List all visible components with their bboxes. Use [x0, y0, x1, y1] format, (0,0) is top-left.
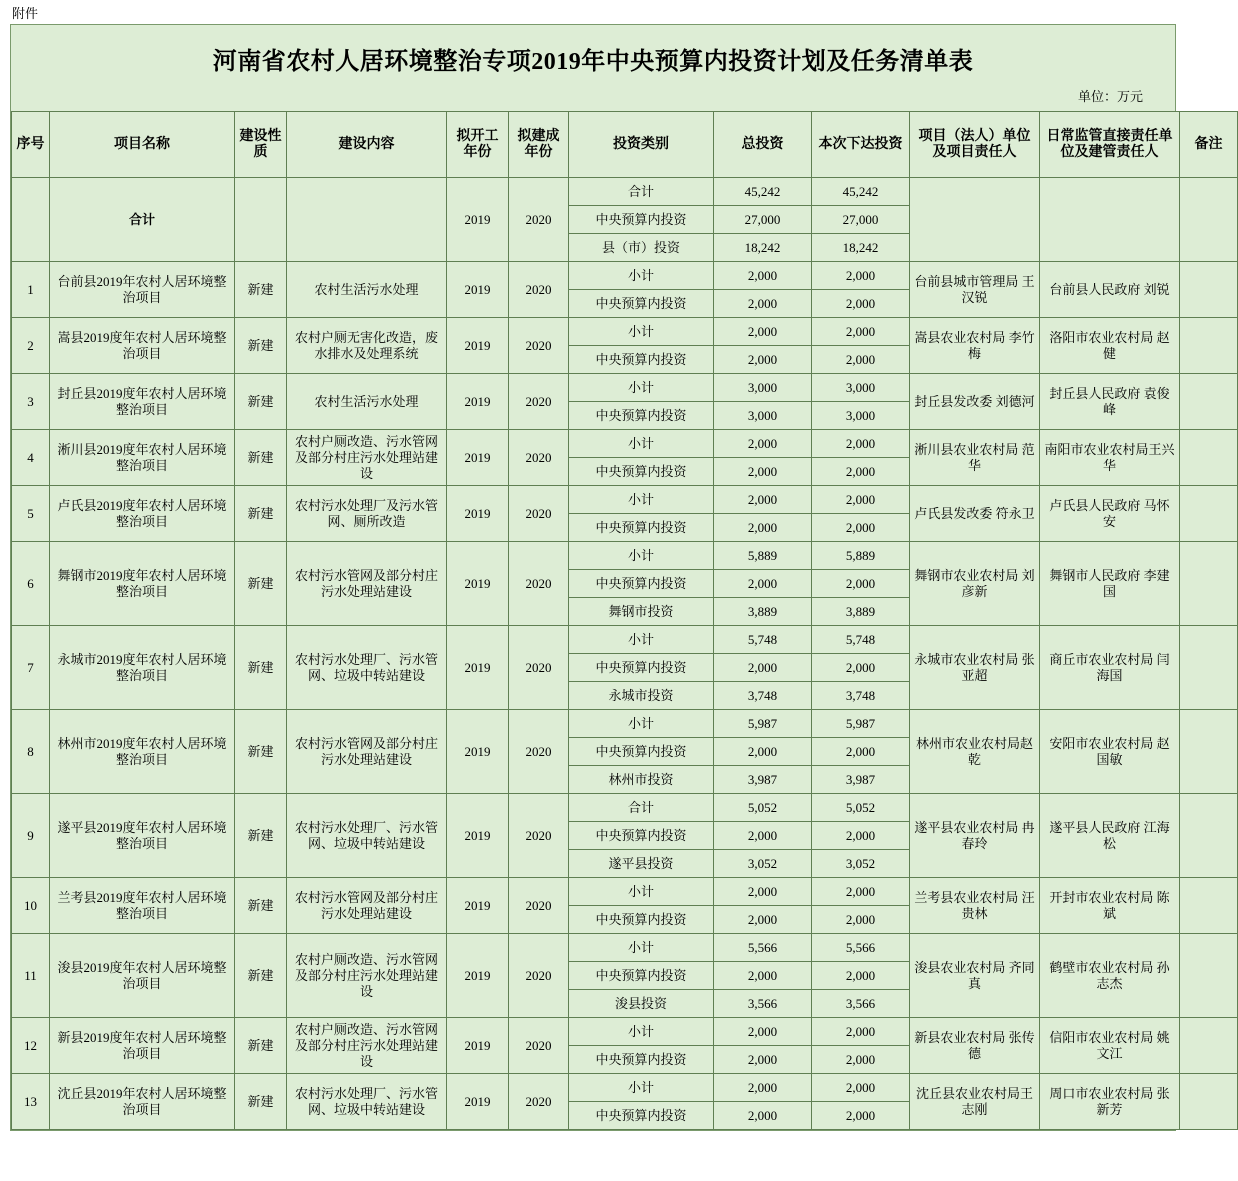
- col-remark: 备注: [1180, 112, 1238, 178]
- cell-supervisor-unit: 鹤壁市农业农村局 孙志杰: [1040, 934, 1180, 1018]
- cell-investment-category: 合计: [569, 178, 714, 206]
- col-start-year: 拟开工年份: [447, 112, 509, 178]
- cell-investment-category: 中央预算内投资: [569, 738, 714, 766]
- cell-this-investment: 2,000: [812, 346, 910, 374]
- cell-start-year: 2019: [447, 710, 509, 794]
- table-row: [12, 710, 1238, 738]
- cell-build-content: 农村污水处理厂及污水管网、厕所改造: [287, 486, 447, 542]
- cell-start-year: 2019: [447, 794, 509, 878]
- cell-project-unit: 舞钢市农业农村局 刘彦新: [910, 542, 1040, 626]
- cell-seq: 6: [12, 542, 50, 626]
- cell-this-investment: 18,242: [812, 234, 910, 262]
- cell-investment-category: 中央预算内投资: [569, 1046, 714, 1074]
- cell-remark: [1180, 794, 1238, 878]
- cell-build-content: 农村生活污水处理: [287, 374, 447, 430]
- cell-build-content: 农村户厕无害化改造，废水排水及处理系统: [287, 318, 447, 374]
- table-header-row: [12, 112, 1238, 178]
- cell-seq: 12: [12, 1018, 50, 1074]
- cell-remark: [1180, 710, 1238, 794]
- cell-project-unit: 兰考县农业农村局 汪贵林: [910, 878, 1040, 934]
- cell-project-unit: 浚县农业农村局 齐同真: [910, 934, 1040, 1018]
- table-row: [12, 374, 1238, 402]
- cell-seq: 9: [12, 794, 50, 878]
- cell-start-year: 2019: [447, 318, 509, 374]
- cell-project-name: 卢氏县2019度年农村人居环境整治项目: [50, 486, 235, 542]
- cell-build-content: 农村污水处理厂、污水管网、垃圾中转站建设: [287, 626, 447, 710]
- cell-total-investment: 2,000: [714, 458, 812, 486]
- col-build-content: 建设内容: [287, 112, 447, 178]
- cell-investment-category: 中央预算内投资: [569, 570, 714, 598]
- cell-remark: [1180, 626, 1238, 710]
- cell-project-unit: 封丘县发改委 刘德河: [910, 374, 1040, 430]
- cell-this-investment: 2,000: [812, 1046, 910, 1074]
- cell-investment-category: 浚县投资: [569, 990, 714, 1018]
- cell-end-year: 2020: [509, 878, 569, 934]
- cell-end-year: 2020: [509, 486, 569, 542]
- cell-this-investment: 2,000: [812, 962, 910, 990]
- cell-investment-category: 小计: [569, 934, 714, 962]
- cell-investment-category: 中央预算内投资: [569, 1102, 714, 1130]
- cell-investment-category: 中央预算内投资: [569, 514, 714, 542]
- table-row: [12, 486, 1238, 514]
- cell-remark: [1180, 934, 1238, 1018]
- cell-this-investment: 2,000: [812, 738, 910, 766]
- cell-investment-category: 中央预算内投资: [569, 402, 714, 430]
- cell-this-investment: 2,000: [812, 262, 910, 290]
- table-row: [12, 626, 1238, 654]
- cell-total-investment: 2,000: [714, 570, 812, 598]
- cell-project-unit: 遂平县农业农村局 冉春玲: [910, 794, 1040, 878]
- cell-total-investment: 5,987: [714, 710, 812, 738]
- cell-total-investment: 2,000: [714, 962, 812, 990]
- cell-remark: [1180, 318, 1238, 374]
- cell-total-investment: 3,889: [714, 598, 812, 626]
- cell-this-investment: 27,000: [812, 206, 910, 234]
- cell-seq: 4: [12, 430, 50, 486]
- cell-total-investment: 2,000: [714, 290, 812, 318]
- cell-this-investment: 2,000: [812, 486, 910, 514]
- cell-total-investment: 2,000: [714, 654, 812, 682]
- cell-this-investment: 5,052: [812, 794, 910, 822]
- cell-end-year: 2020: [509, 1074, 569, 1130]
- cell-start-year: 2019: [447, 934, 509, 1018]
- col-project-unit: 项目（法人）单位及项目责任人: [910, 112, 1040, 178]
- cell-this-investment: 3,000: [812, 374, 910, 402]
- cell-supervisor-unit: 舞钢市人民政府 李建国: [1040, 542, 1180, 626]
- cell-investment-category: 遂平县投资: [569, 850, 714, 878]
- cell-start-year: 2019: [447, 542, 509, 626]
- cell-start-year: 2019: [447, 878, 509, 934]
- table-body: [12, 178, 1238, 1130]
- cell-start-year: 2019: [447, 1018, 509, 1074]
- cell-investment-category: 中央预算内投资: [569, 962, 714, 990]
- cell-investment-category: 小计: [569, 542, 714, 570]
- cell-this-investment: 3,566: [812, 990, 910, 1018]
- col-this-investment: 本次下达投资: [812, 112, 910, 178]
- cell-investment-category: 小计: [569, 262, 714, 290]
- cell-total-investment: 2,000: [714, 430, 812, 458]
- cell-investment-category: 中央预算内投资: [569, 290, 714, 318]
- cell-total-investment: 18,242: [714, 234, 812, 262]
- cell-this-investment: 2,000: [812, 570, 910, 598]
- cell-end-year: 2020: [509, 934, 569, 1018]
- cell-total-investment: 5,566: [714, 934, 812, 962]
- cell-remark: [1180, 878, 1238, 934]
- cell-seq: 7: [12, 626, 50, 710]
- cell-project-name: 遂平县2019度年农村人居环境整治项目: [50, 794, 235, 878]
- cell-project-name: 舞钢市2019度年农村人居环境整治项目: [50, 542, 235, 626]
- cell-build-type: 新建: [235, 262, 287, 318]
- cell-build-type: [235, 178, 287, 262]
- cell-this-investment: 5,987: [812, 710, 910, 738]
- cell-total-investment: 2,000: [714, 1018, 812, 1046]
- cell-investment-category: 中央预算内投资: [569, 458, 714, 486]
- cell-seq: 5: [12, 486, 50, 542]
- cell-seq: 10: [12, 878, 50, 934]
- cell-project-unit: 淅川县农业农村局 范华: [910, 430, 1040, 486]
- col-investment-category: 投资类别: [569, 112, 714, 178]
- cell-investment-category: 合计: [569, 794, 714, 822]
- cell-project-unit: 林州市农业农村局赵乾: [910, 710, 1040, 794]
- cell-start-year: 2019: [447, 486, 509, 542]
- cell-start-year: 2019: [447, 374, 509, 430]
- cell-build-content: 农村户厕改造、污水管网及部分村庄污水处理站建设: [287, 1018, 447, 1074]
- cell-build-type: 新建: [235, 486, 287, 542]
- table-row: [12, 262, 1238, 290]
- cell-seq: 1: [12, 262, 50, 318]
- cell-total-investment: 2,000: [714, 878, 812, 906]
- cell-supervisor-unit: 卢氏县人民政府 马怀安: [1040, 486, 1180, 542]
- table-row: [12, 794, 1238, 822]
- cell-end-year: 2020: [509, 626, 569, 710]
- cell-supervisor-unit: 信阳市农业农村局 姚文江: [1040, 1018, 1180, 1074]
- unit-note: 单位：万元: [1077, 89, 1143, 104]
- cell-seq: 11: [12, 934, 50, 1018]
- cell-total-investment: 2,000: [714, 738, 812, 766]
- cell-this-investment: 5,889: [812, 542, 910, 570]
- cell-build-content: 农村生活污水处理: [287, 262, 447, 318]
- table-row: [12, 1074, 1238, 1102]
- cell-this-investment: 2,000: [812, 458, 910, 486]
- cell-build-content: [287, 178, 447, 262]
- cell-total-investment: 3,566: [714, 990, 812, 1018]
- cell-start-year: 2019: [447, 1074, 509, 1130]
- cell-end-year: 2020: [509, 794, 569, 878]
- cell-build-type: 新建: [235, 794, 287, 878]
- investment-plan-table: [11, 111, 1238, 1130]
- cell-supervisor-unit: 周口市农业农村局 张新芳: [1040, 1074, 1180, 1130]
- cell-investment-category: 小计: [569, 710, 714, 738]
- cell-total-investment: 27,000: [714, 206, 812, 234]
- cell-this-investment: 45,242: [812, 178, 910, 206]
- cell-supervisor-unit: 商丘市农业农村局 闫海国: [1040, 626, 1180, 710]
- cell-investment-category: 小计: [569, 318, 714, 346]
- cell-start-year: 2019: [447, 430, 509, 486]
- cell-this-investment: 2,000: [812, 878, 910, 906]
- cell-start-year: 2019: [447, 262, 509, 318]
- cell-project-name: 兰考县2019度年农村人居环境整治项目: [50, 878, 235, 934]
- cell-investment-category: 县（市）投资: [569, 234, 714, 262]
- table-row: [12, 542, 1238, 570]
- cell-investment-category: 中央预算内投资: [569, 206, 714, 234]
- cell-this-investment: 2,000: [812, 1018, 910, 1046]
- cell-total-investment: 3,748: [714, 682, 812, 710]
- cell-end-year: 2020: [509, 1018, 569, 1074]
- cell-build-type: 新建: [235, 710, 287, 794]
- cell-total-investment: 2,000: [714, 486, 812, 514]
- cell-total-investment: 2,000: [714, 822, 812, 850]
- document-body: [10, 24, 1223, 1131]
- cell-build-type: 新建: [235, 1074, 287, 1130]
- cell-remark: [1180, 486, 1238, 542]
- cell-this-investment: 5,566: [812, 934, 910, 962]
- cell-build-type: 新建: [235, 878, 287, 934]
- cell-build-type: 新建: [235, 374, 287, 430]
- cell-project-name: 淅川县2019度年农村人居环境整治项目: [50, 430, 235, 486]
- cell-this-investment: 2,000: [812, 1102, 910, 1130]
- cell-end-year: 2020: [509, 178, 569, 262]
- cell-supervisor-unit: 洛阳市农业农村局 赵健: [1040, 318, 1180, 374]
- cell-total-investment: 5,889: [714, 542, 812, 570]
- cell-remark: [1180, 1018, 1238, 1074]
- cell-investment-category: 中央预算内投资: [569, 654, 714, 682]
- cell-this-investment: 3,000: [812, 402, 910, 430]
- cell-total-investment: 2,000: [714, 514, 812, 542]
- cell-build-type: 新建: [235, 318, 287, 374]
- table-row: [12, 178, 1238, 206]
- col-end-year: 拟建成年份: [509, 112, 569, 178]
- cell-investment-category: 永城市投资: [569, 682, 714, 710]
- cell-project-name: 林州市2019度年农村人居环境整治项目: [50, 710, 235, 794]
- cell-remark: [1180, 374, 1238, 430]
- table-row: [12, 1018, 1238, 1046]
- cell-investment-category: 小计: [569, 1074, 714, 1102]
- cell-total-investment: 2,000: [714, 1046, 812, 1074]
- cell-build-type: 新建: [235, 430, 287, 486]
- cell-start-year: 2019: [447, 178, 509, 262]
- cell-project-unit: 卢氏县发改委 符永卫: [910, 486, 1040, 542]
- cell-project-name: 永城市2019度年农村人居环境整治项目: [50, 626, 235, 710]
- cell-total-investment: 5,748: [714, 626, 812, 654]
- cell-this-investment: 3,052: [812, 850, 910, 878]
- cell-end-year: 2020: [509, 262, 569, 318]
- cell-project-name: 沈丘县2019年农村人居环境整治项目: [50, 1074, 235, 1130]
- cell-project-unit: 嵩县农业农村局 李竹梅: [910, 318, 1040, 374]
- cell-this-investment: 3,889: [812, 598, 910, 626]
- cell-total-investment: 2,000: [714, 1074, 812, 1102]
- cell-supervisor-unit: 遂平县人民政府 江海松: [1040, 794, 1180, 878]
- cell-total-investment: 3,000: [714, 402, 812, 430]
- cell-this-investment: 2,000: [812, 822, 910, 850]
- table-row: [12, 430, 1238, 458]
- cell-end-year: 2020: [509, 374, 569, 430]
- cell-remark: [1180, 262, 1238, 318]
- cell-investment-category: 小计: [569, 878, 714, 906]
- cell-this-investment: 3,987: [812, 766, 910, 794]
- cell-supervisor-unit: 台前县人民政府 刘锐: [1040, 262, 1180, 318]
- cell-seq: [12, 178, 50, 262]
- cell-end-year: 2020: [509, 430, 569, 486]
- cell-total-investment: 2,000: [714, 906, 812, 934]
- col-supervisor-unit: 日常监管直接责任单位及建管责任人: [1040, 112, 1180, 178]
- cell-investment-category: 中央预算内投资: [569, 346, 714, 374]
- cell-remark: [1180, 430, 1238, 486]
- cell-build-type: 新建: [235, 1018, 287, 1074]
- cell-supervisor-unit: [1040, 178, 1180, 262]
- page-title: 河南省农村人居环境整治专项2019年中央预算内投资计划及任务清单表: [212, 49, 974, 75]
- cell-total-investment: 3,052: [714, 850, 812, 878]
- cell-project-name: 合计: [50, 178, 235, 262]
- cell-build-content: 农村污水管网及部分村庄污水处理站建设: [287, 710, 447, 794]
- col-build-type: 建设性质: [235, 112, 287, 178]
- cell-project-unit: 永城市农业农村局 张亚超: [910, 626, 1040, 710]
- cell-build-content: 农村污水处理厂、污水管网、垃圾中转站建设: [287, 1074, 447, 1130]
- cell-project-name: 新县2019度年农村人居环境整治项目: [50, 1018, 235, 1074]
- cell-build-content: 农村污水管网及部分村庄污水处理站建设: [287, 878, 447, 934]
- cell-this-investment: 2,000: [812, 514, 910, 542]
- cell-total-investment: 3,987: [714, 766, 812, 794]
- cell-project-name: 台前县2019年农村人居环境整治项目: [50, 262, 235, 318]
- cell-supervisor-unit: 安阳市农业农村局 赵国敏: [1040, 710, 1180, 794]
- col-project-name: 项目名称: [50, 112, 235, 178]
- cell-project-name: 浚县2019度年农村人居环境整治项目: [50, 934, 235, 1018]
- cell-seq: 2: [12, 318, 50, 374]
- cell-investment-category: 中央预算内投资: [569, 906, 714, 934]
- cell-total-investment: 2,000: [714, 1102, 812, 1130]
- cell-build-type: 新建: [235, 542, 287, 626]
- cell-this-investment: 2,000: [812, 1074, 910, 1102]
- cell-investment-category: 小计: [569, 430, 714, 458]
- cell-seq: 8: [12, 710, 50, 794]
- cell-investment-category: 小计: [569, 1018, 714, 1046]
- cell-this-investment: 2,000: [812, 318, 910, 346]
- cell-project-unit: 台前县城市管理局 王汉锐: [910, 262, 1040, 318]
- cell-this-investment: 5,748: [812, 626, 910, 654]
- cell-investment-category: 林州市投资: [569, 766, 714, 794]
- cell-supervisor-unit: 封丘县人民政府 袁俊峰: [1040, 374, 1180, 430]
- cell-project-name: 嵩县2019度年农村人居环境整治项目: [50, 318, 235, 374]
- cell-project-unit: 沈丘县农业农村局王志刚: [910, 1074, 1040, 1130]
- cell-supervisor-unit: 南阳市农业农村局王兴华: [1040, 430, 1180, 486]
- cell-build-type: 新建: [235, 626, 287, 710]
- cell-build-type: 新建: [235, 934, 287, 1018]
- cell-total-investment: 2,000: [714, 318, 812, 346]
- cell-start-year: 2019: [447, 626, 509, 710]
- cell-build-content: 农村污水处理厂、污水管网、垃圾中转站建设: [287, 794, 447, 878]
- cell-build-content: 农村污水管网及部分村庄污水处理站建设: [287, 542, 447, 626]
- cell-remark: [1180, 542, 1238, 626]
- cell-total-investment: 3,000: [714, 374, 812, 402]
- table-row: [12, 934, 1238, 962]
- cell-investment-category: 中央预算内投资: [569, 822, 714, 850]
- cell-investment-category: 小计: [569, 626, 714, 654]
- cell-remark: [1180, 1074, 1238, 1130]
- cell-this-investment: 2,000: [812, 654, 910, 682]
- col-seq: 序号: [12, 112, 50, 178]
- cell-end-year: 2020: [509, 318, 569, 374]
- cell-build-content: 农村户厕改造、污水管网及部分村庄污水处理站建设: [287, 430, 447, 486]
- cell-this-investment: 2,000: [812, 430, 910, 458]
- cell-this-investment: 2,000: [812, 290, 910, 318]
- cell-total-investment: 2,000: [714, 262, 812, 290]
- cell-project-unit: [910, 178, 1040, 262]
- cell-investment-category: 小计: [569, 374, 714, 402]
- cell-seq: 13: [12, 1074, 50, 1130]
- cell-end-year: 2020: [509, 710, 569, 794]
- cell-supervisor-unit: 开封市农业农村局 陈斌: [1040, 878, 1180, 934]
- cell-total-investment: 2,000: [714, 346, 812, 374]
- cell-this-investment: 3,748: [812, 682, 910, 710]
- cell-end-year: 2020: [509, 542, 569, 626]
- table-row: [12, 318, 1238, 346]
- cell-project-name: 封丘县2019度年农村人居环境整治项目: [50, 374, 235, 430]
- cell-remark: [1180, 178, 1238, 262]
- cell-build-content: 农村户厕改造、污水管网及部分村庄污水处理站建设: [287, 934, 447, 1018]
- table-row: [12, 878, 1238, 906]
- cell-project-unit: 新县农业农村局 张传德: [910, 1018, 1040, 1074]
- attachment-label: 附件: [12, 6, 39, 21]
- col-total-investment: 总投资: [714, 112, 812, 178]
- cell-this-investment: 2,000: [812, 906, 910, 934]
- cell-investment-category: 小计: [569, 486, 714, 514]
- cell-total-investment: 5,052: [714, 794, 812, 822]
- cell-investment-category: 舞钢市投资: [569, 598, 714, 626]
- cell-seq: 3: [12, 374, 50, 430]
- cell-total-investment: 45,242: [714, 178, 812, 206]
